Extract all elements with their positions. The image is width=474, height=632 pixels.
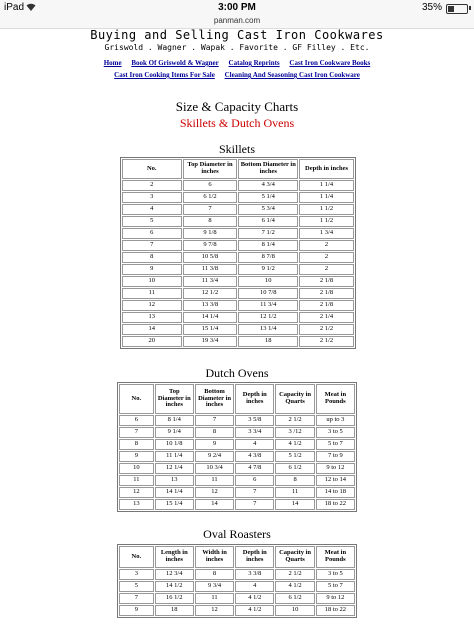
table-cell: 3 /12: [275, 427, 314, 438]
oval-roasters-table: [117, 544, 357, 618]
column-header: Top Diameter in inches: [155, 384, 194, 414]
nav-links: [0, 57, 474, 81]
table-cell: 9 to 12: [316, 463, 355, 474]
table-cell: 14: [122, 324, 182, 335]
table-row: [122, 204, 354, 215]
table-cell: 19 3/4: [183, 336, 238, 347]
nav-link-catalog-reprints[interactable]: Catalog Reprints: [228, 59, 280, 67]
column-header: Meat in Pounds: [316, 384, 355, 414]
table-cell: 10: [122, 276, 182, 287]
table-cell: 1 1/4: [299, 180, 354, 191]
table-cell: 8: [183, 216, 238, 227]
table-cell: 4 1/2: [275, 581, 314, 592]
table-cell: 16 1/2: [155, 593, 194, 604]
table-cell: 5 1/4: [238, 192, 298, 203]
table-cell: 6: [183, 180, 238, 191]
nav-link-home[interactable]: Home: [103, 59, 122, 67]
table-cell: 12 3/4: [155, 569, 194, 580]
table-cell: 3: [122, 192, 182, 203]
table-cell: 7: [235, 487, 274, 498]
table-cell: 18 to 22: [316, 605, 355, 616]
column-header: Capacity in Quarts: [275, 546, 314, 568]
site-subtitle: Griswold . Wagner . Wapak . Favorite . GF Filley . Etc.: [104, 43, 370, 52]
table-cell: 2 1/8: [299, 288, 354, 299]
table-cell: 9: [122, 264, 182, 275]
table-cell: 6: [119, 415, 154, 426]
table-cell: 8 1/4: [155, 415, 194, 426]
table-cell: 11 3/4: [183, 276, 238, 287]
table-cell: 7: [122, 240, 182, 251]
table-cell: 2 1/2: [299, 324, 354, 335]
table-cell: 7: [119, 427, 154, 438]
table-cell: 20: [122, 336, 182, 347]
table-row: [119, 487, 355, 498]
column-header: Length in inches: [155, 546, 194, 568]
table-row: [122, 240, 354, 251]
column-header: No.: [119, 384, 154, 414]
nav-link-cleaning-and-seasoning[interactable]: Cleaning And Seasoning Cast Iron Cookware: [224, 71, 360, 79]
table-cell: 4 1/2: [235, 593, 274, 604]
battery-tip: [469, 6, 471, 10]
table-cell: 18: [238, 336, 298, 347]
table-cell: 14 1/4: [183, 312, 238, 323]
table-cell: 9 1/2: [238, 264, 298, 275]
table-cell: 11: [119, 475, 154, 486]
table-cell: 7: [195, 415, 234, 426]
device-label: iPad: [4, 2, 25, 13]
table-cell: 6 1/2: [183, 192, 238, 203]
table-cell: 9 to 12: [316, 593, 355, 604]
table-cell: 18: [155, 605, 194, 616]
table-cell: 2: [299, 240, 354, 251]
table-cell: 3 3/4: [235, 427, 274, 438]
table-row: [122, 180, 354, 191]
nav-link-cooking-items-for-sale[interactable]: Cast Iron Cooking Items For Sale: [114, 71, 215, 79]
column-header: Capacity in Quarts: [275, 384, 314, 414]
table-cell: 4 3/4: [238, 180, 298, 191]
table-cell: 10 1/8: [155, 439, 194, 450]
table-row: [119, 439, 355, 450]
table-cell: 14 to 18: [316, 487, 355, 498]
table-row: [122, 216, 354, 227]
table-cell: 6 1/4: [238, 216, 298, 227]
table-cell: 4 1/2: [275, 439, 314, 450]
column-header: Bottom Diameter in inches: [195, 384, 234, 414]
table-row: [122, 252, 354, 263]
column-header: No.: [122, 159, 182, 179]
table-cell: 1 1/4: [299, 192, 354, 203]
clock: 3:00 PM: [218, 2, 256, 13]
table-cell: 8: [122, 252, 182, 263]
table-header-row: [122, 159, 354, 179]
table-cell: 13 3/8: [183, 300, 238, 311]
table-cell: 2 1/2: [275, 415, 314, 426]
table-cell: 10 5/8: [183, 252, 238, 263]
table-row: [119, 569, 355, 580]
table-cell: 9 1/8: [183, 228, 238, 239]
table-cell: 9: [119, 605, 154, 616]
table-row: [122, 192, 354, 203]
table-cell: 7: [183, 204, 238, 215]
table-row: [119, 427, 355, 438]
table-cell: 10: [238, 276, 298, 287]
table-cell: 7: [235, 499, 274, 510]
table-cell: 9 3/4: [195, 581, 234, 592]
table-row: [119, 415, 355, 426]
table-cell: 15 1/4: [155, 499, 194, 510]
table-cell: 3 to 5: [316, 569, 355, 580]
table-row: [122, 264, 354, 275]
table-header-row: [119, 384, 355, 414]
table-cell: 5 to 7: [316, 581, 355, 592]
table-cell: 7: [119, 593, 154, 604]
table-cell: 12: [195, 605, 234, 616]
table-cell: 5: [122, 216, 182, 227]
table-row: [122, 276, 354, 287]
table-cell: 4: [235, 581, 274, 592]
table-cell: 5: [119, 581, 154, 592]
table-cell: 3: [119, 569, 154, 580]
table-cell: 8 7/8: [238, 252, 298, 263]
table-row: [119, 451, 355, 462]
table-cell: 6 1/2: [275, 463, 314, 474]
table-cell: 4: [122, 204, 182, 215]
table-cell: 10: [119, 463, 154, 474]
table-cell: 5 3/4: [238, 204, 298, 215]
column-header: Meat in Pounds: [316, 546, 355, 568]
table-cell: 5 1/2: [275, 451, 314, 462]
table-cell: 12 1/2: [183, 288, 238, 299]
column-header: Depth in inches: [299, 159, 354, 179]
table-row: [119, 475, 355, 486]
table-row: [119, 593, 355, 604]
table-row: [122, 228, 354, 239]
table-cell: 3 5/8: [235, 415, 274, 426]
table-cell: 10 3/4: [195, 463, 234, 474]
table-cell: 2: [299, 252, 354, 263]
table-cell: 1 3/4: [299, 228, 354, 239]
table-cell: 11: [275, 487, 314, 498]
table-cell: 8: [119, 439, 154, 450]
table-cell: 4 3/8: [235, 451, 274, 462]
table-cell: 14: [195, 499, 234, 510]
table-cell: 15 1/4: [183, 324, 238, 335]
table-cell: 14 1/2: [155, 581, 194, 592]
table-cell: 2 1/8: [299, 276, 354, 287]
table-cell: 13: [119, 499, 154, 510]
table-cell: 12 1/4: [155, 463, 194, 474]
table-header-row: [119, 546, 355, 568]
table-cell: 13: [155, 475, 194, 486]
column-header: Depth in inches: [235, 546, 274, 568]
table-cell: 8: [195, 569, 234, 580]
dutch-ovens-table: [117, 382, 357, 512]
table-cell: 5 to 7: [316, 439, 355, 450]
table-cell: up to 3: [316, 415, 355, 426]
skillets-table: [120, 157, 356, 349]
nav-link-book-of-griswold-wagner[interactable]: Book Of Griswold & Wagner: [131, 59, 219, 67]
table-cell: 9 2/4: [195, 451, 234, 462]
table-row: [122, 300, 354, 311]
page-subheading: Skillets & Dutch Ovens: [179, 116, 295, 130]
table-cell: 9: [195, 439, 234, 450]
status-bar: [0, 0, 474, 16]
table-cell: 2 1/4: [299, 312, 354, 323]
table-cell: 3 to 5: [316, 427, 355, 438]
table-cell: 6: [235, 475, 274, 486]
table-cell: 4 7/8: [235, 463, 274, 474]
table-cell: 12: [119, 487, 154, 498]
table-cell: 7 to 9: [316, 451, 355, 462]
table-cell: 4: [235, 439, 274, 450]
column-header: Bottom Diameter in inches: [238, 159, 298, 179]
table-cell: 12: [195, 487, 234, 498]
table-cell: 11: [122, 288, 182, 299]
url-text: panman.com: [213, 16, 261, 25]
dutch-ovens-title: Dutch Ovens: [205, 366, 269, 380]
table-cell: 3 3/8: [235, 569, 274, 580]
battery-icon: [446, 4, 468, 14]
table-cell: 12: [122, 300, 182, 311]
nav-link-cast-iron-cookware-books[interactable]: Cast Iron Cookware Books: [289, 59, 371, 67]
table-cell: 13 1/4: [238, 324, 298, 335]
table-cell: 2: [122, 180, 182, 191]
table-cell: 2: [299, 264, 354, 275]
table-cell: 2 1/8: [299, 300, 354, 311]
table-cell: 2 1/2: [299, 336, 354, 347]
table-cell: 4 1/2: [235, 605, 274, 616]
column-header: No.: [119, 546, 154, 568]
table-row: [122, 324, 354, 335]
column-header: Width in inches: [195, 546, 234, 568]
table-cell: 9 7/8: [183, 240, 238, 251]
table-cell: 11 3/4: [238, 300, 298, 311]
table-row: [122, 288, 354, 299]
table-row: [122, 312, 354, 323]
table-cell: 1 1/2: [299, 216, 354, 227]
table-cell: 8 1/4: [238, 240, 298, 251]
table-row: [119, 463, 355, 474]
table-cell: 12 1/2: [238, 312, 298, 323]
site-title: Buying and Selling Cast Iron Cookwares: [90, 28, 384, 42]
table-cell: 11: [195, 593, 234, 604]
table-row: [122, 336, 354, 347]
oval-roasters-title: Oval Roasters: [203, 527, 271, 541]
column-header: Depth in inches: [235, 384, 274, 414]
table-cell: 1 1/2: [299, 204, 354, 215]
table-row: [119, 605, 355, 616]
table-cell: 6: [122, 228, 182, 239]
table-cell: 9 1/4: [155, 427, 194, 438]
table-cell: 12 to 14: [316, 475, 355, 486]
table-cell: 14 1/4: [155, 487, 194, 498]
table-row: [119, 499, 355, 510]
table-row: [119, 581, 355, 592]
table-cell: 8: [195, 427, 234, 438]
table-cell: 18 to 22: [316, 499, 355, 510]
table-cell: 10: [275, 605, 314, 616]
table-cell: 11 1/4: [155, 451, 194, 462]
table-cell: 10 7/8: [238, 288, 298, 299]
table-cell: 7 1/2: [238, 228, 298, 239]
page-heading: Size & Capacity Charts: [175, 99, 299, 114]
battery-percent: 35%: [421, 2, 442, 13]
table-cell: 13: [122, 312, 182, 323]
table-cell: 14: [275, 499, 314, 510]
battery-level: [448, 6, 454, 12]
table-cell: 8: [275, 475, 314, 486]
column-header: Top Diameter in inches: [183, 159, 238, 179]
table-cell: 6 1/2: [275, 593, 314, 604]
table-cell: 11: [195, 475, 234, 486]
table-cell: 2 1/2: [275, 569, 314, 580]
table-cell: 11 3/8: [183, 264, 238, 275]
skillets-title: Skillets: [218, 142, 255, 156]
table-cell: 9: [119, 451, 154, 462]
